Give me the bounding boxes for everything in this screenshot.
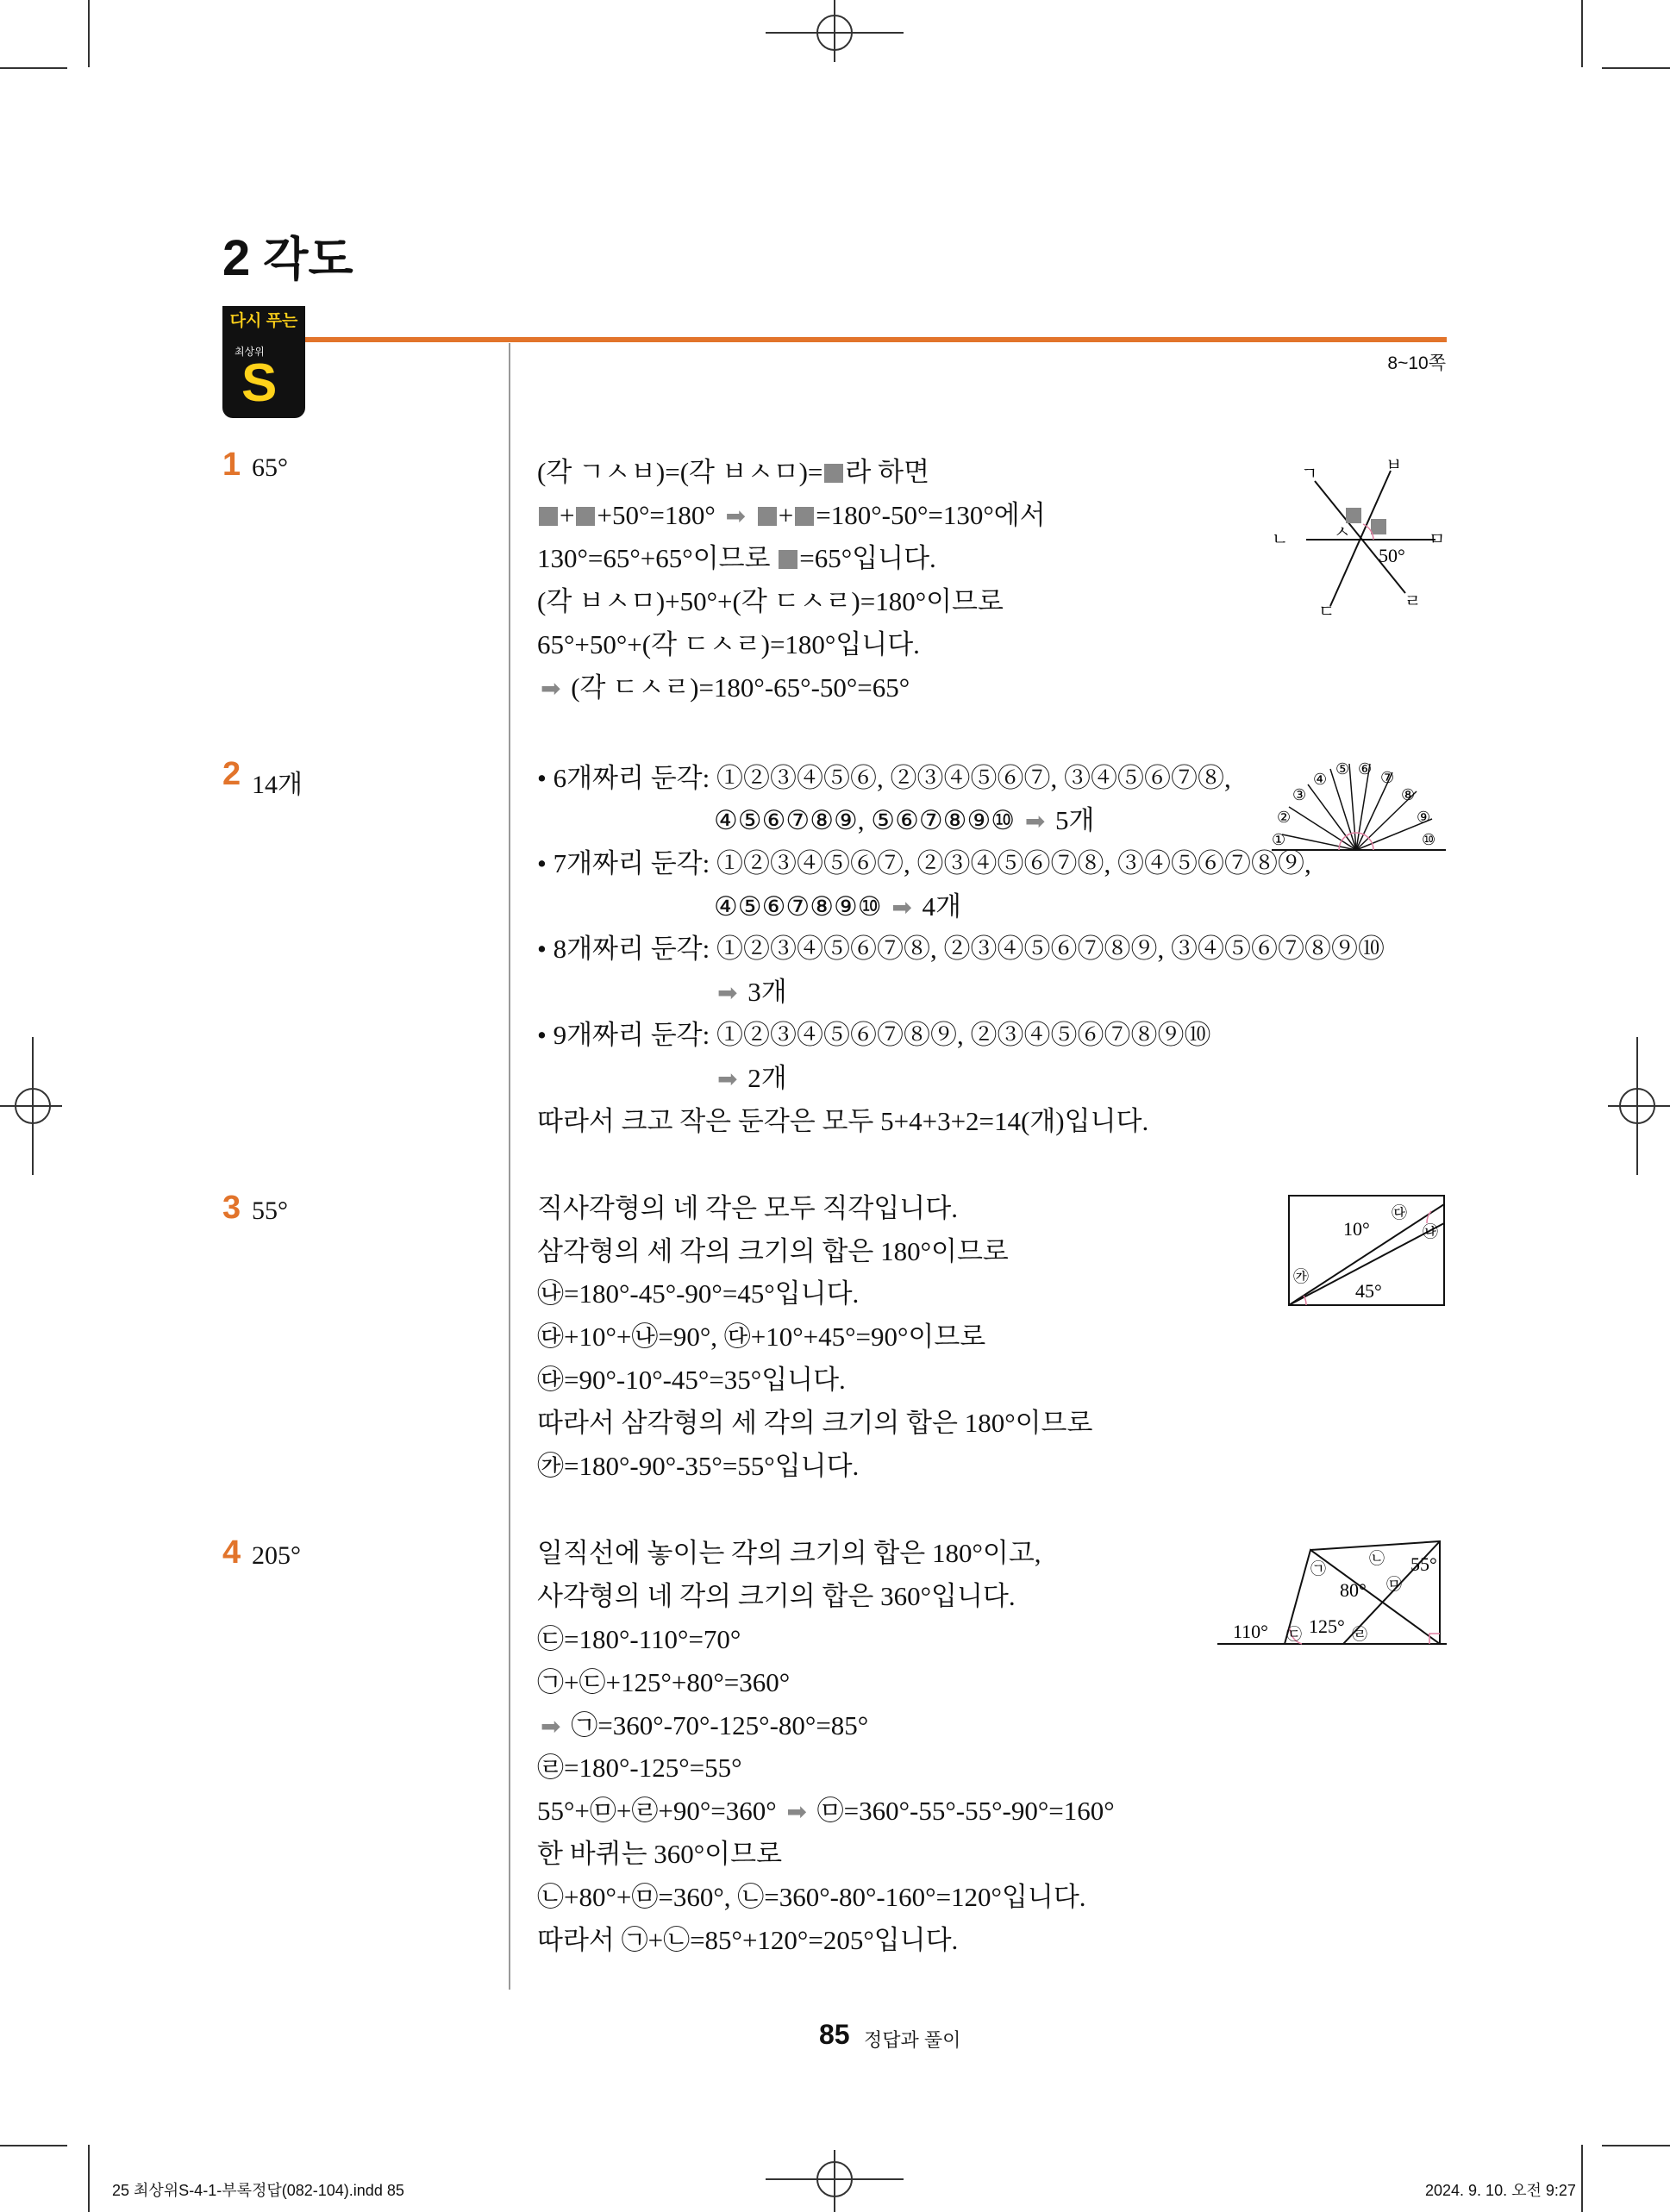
solution-line: • 7개짜리 둔각: ①②③④⑤⑥⑦, ②③④⑤⑥⑦⑧, ③④⑤⑥⑦⑧⑨,: [537, 848, 1311, 878]
badge-logo: [222, 306, 305, 418]
figure-label: 80°: [1340, 1579, 1367, 1601]
figure-label: ㄴ: [1272, 530, 1289, 549]
figure-label: ⑥: [1358, 760, 1373, 778]
figure-fan-angles: [1263, 757, 1453, 862]
figure-label: ㉮: [1293, 1268, 1309, 1285]
figure-label: ④: [1313, 771, 1328, 788]
arrow-icon: ➡: [891, 893, 912, 922]
solution-line: ㉣=180°-125°=55°: [537, 1753, 742, 1783]
solution-line: + +50°=180° ➡ + =180°-50°=130°에서: [537, 498, 1046, 534]
solution-line: 따라서 삼각형의 세 각의 크기의 합은 180°이므로: [537, 1408, 1093, 1438]
figure-label: ㉤: [1386, 1576, 1402, 1593]
column-divider: [509, 343, 510, 1990]
section-number: 2: [222, 230, 251, 286]
solution-line: 따라서 ㉠+㉡=85°+120°=205°입니다.: [537, 1925, 959, 1955]
imprint-date: 2024. 9. 10. 오전 9:27: [1425, 2182, 1576, 2199]
figure-label: 55°: [1410, 1553, 1437, 1575]
crop-mark: [88, 0, 90, 67]
unknown-square: [576, 507, 595, 526]
badge-top-label: 다시 푸는: [222, 306, 305, 337]
section-title: [222, 222, 353, 289]
section-name: 각도: [263, 234, 353, 285]
figure-label: ⑩: [1422, 831, 1436, 848]
figure-label: ㉣: [1352, 1626, 1367, 1643]
figure-label: ㄷ: [1318, 603, 1335, 622]
crop-mark: [0, 67, 67, 69]
solution-line: ➡ 2개: [714, 1061, 787, 1097]
solution-line: ④⑤⑥⑦⑧⑨, ⑤⑥⑦⑧⑨⑩ ➡ 5개: [714, 803, 1094, 839]
figure-intersecting-lines: [1263, 455, 1453, 628]
registration-mark-bottom: [766, 2150, 904, 2212]
unknown-square: [824, 464, 843, 483]
problem-answer: 55°: [252, 1197, 288, 1225]
figure-label: ㄱ: [1301, 465, 1318, 484]
problem-answer: 14개: [252, 771, 303, 799]
unknown-square: [795, 507, 814, 526]
solution-line: (각 ㄱㅅㅂ)=(각 ㅂㅅㅁ)= 라 하면: [537, 457, 930, 487]
solution-line: 삼각형의 세 각의 크기의 합은 180°이므로: [537, 1236, 1009, 1266]
arrow-icon: ➡: [717, 978, 738, 1007]
figure-quadrilateral: [1214, 1534, 1451, 1652]
solution-line: 따라서 크고 작은 둔각은 모두 5+4+3+2=14(개)입니다.: [537, 1106, 1149, 1136]
header-rule: [305, 337, 1447, 342]
arrow-icon: ➡: [541, 1712, 561, 1740]
figure-label: ⑤: [1335, 760, 1350, 778]
figure-label: ②: [1277, 809, 1292, 826]
solution-line: ④⑤⑥⑦⑧⑨⑩ ➡ 4개: [714, 890, 961, 925]
solution-line: ㉯=180°-45°-90°=45°입니다.: [537, 1278, 860, 1309]
badge-body: [222, 337, 305, 418]
figure-label: 45°: [1355, 1280, 1382, 1302]
problem-answer: 205°: [252, 1541, 301, 1570]
solution-line: ➡ (각 ㄷㅅㄹ)=180°-65°-50°=65°: [537, 671, 910, 706]
solution-line: • 6개짜리 둔각: ①②③④⑤⑥, ②③④⑤⑥⑦, ③④⑤⑥⑦⑧,: [537, 763, 1231, 793]
figure-label: ㅁ: [1429, 530, 1446, 549]
figure-label: ㉢: [1286, 1626, 1302, 1643]
solution-line: 한 바퀴는 360°이므로: [537, 1839, 783, 1869]
figure-label: 10°: [1343, 1218, 1370, 1240]
registration-mark-left: [0, 1037, 62, 1175]
crop-mark: [1581, 0, 1583, 67]
solution-line: 130°=65°+65°이므로 =65°입니다.: [537, 543, 936, 573]
figure-label: 110°: [1233, 1621, 1268, 1642]
solution-line: 55°+㉤+㉣+90°=360° ➡ ㉤=360°-55°-55°-90°=160°: [537, 1794, 1115, 1829]
arrow-icon: ➡: [1024, 807, 1046, 835]
problem-number: 4: [222, 1534, 241, 1571]
solution-line: ➡ 3개: [714, 975, 787, 1010]
registration-mark-top: [766, 0, 904, 62]
page-number: 85: [819, 2019, 850, 2050]
figure-label: 125°: [1309, 1615, 1345, 1637]
solution-line: 직사각형의 네 각은 모두 직각입니다.: [537, 1193, 958, 1223]
arrow-icon: ➡: [717, 1065, 738, 1093]
imprint-file: 25 최상위S-4-1-부록정답(082-104).indd 85: [112, 2182, 404, 2199]
crop-mark: [1581, 2145, 1583, 2212]
figure-label: ㉯: [1423, 1223, 1438, 1240]
arrow-icon: ➡: [541, 674, 561, 703]
figure-label: ㉰: [1392, 1204, 1407, 1222]
figure-label: ㅅ: [1334, 523, 1351, 542]
solution-line: ➡ ㉠=360°-70°-125°-80°=85°: [537, 1709, 868, 1744]
figure-label: ㅂ: [1385, 456, 1403, 475]
badge-big-letter: S: [241, 353, 278, 413]
solution-line: ㉠+㉢+125°+80°=360°: [537, 1667, 791, 1697]
solution-line: 사각형의 네 각의 크기의 합은 360°입니다.: [537, 1581, 1016, 1611]
crop-mark: [1602, 67, 1670, 69]
badge-small-label: 최상위: [235, 346, 265, 358]
arrow-icon: ➡: [786, 1797, 807, 1826]
solution-line: 65°+50°+(각 ㄷㅅㄹ)=180°입니다.: [537, 629, 920, 659]
page-range: 8~10쪽: [1387, 353, 1446, 373]
problem-number: 1: [222, 447, 241, 483]
solution-line: • 8개짜리 둔각: ①②③④⑤⑥⑦⑧, ②③④⑤⑥⑦⑧⑨, ③④⑤⑥⑦⑧⑨⑩: [537, 934, 1385, 964]
solution-line: ㉮=180°-90°-35°=55°입니다.: [537, 1451, 860, 1481]
figure-label: ㉡: [1369, 1550, 1385, 1567]
footer-label: 정답과 풀이: [864, 2029, 961, 2051]
solution-line: • 9개짜리 둔각: ①②③④⑤⑥⑦⑧⑨, ②③④⑤⑥⑦⑧⑨⑩: [537, 1020, 1211, 1050]
figure-label: ③: [1292, 786, 1307, 803]
unknown-square: [539, 507, 558, 526]
figure-label: ⑨: [1417, 809, 1431, 826]
solution-line: ㉰+10°+㉯=90°, ㉰+10°+45°=90°이므로: [537, 1322, 986, 1352]
figure-label: ㉠: [1310, 1560, 1326, 1578]
figure-label: ⑧: [1401, 786, 1416, 803]
unknown-square: [779, 550, 797, 569]
figure-label: ⑦: [1380, 769, 1395, 786]
solution-line: (각 ㅂㅅㅁ)+50°+(각 ㄷㅅㄹ)=180°이므로: [537, 586, 1004, 616]
figure-angle-label: 50°: [1379, 545, 1405, 566]
crop-mark: [1602, 2145, 1670, 2146]
unknown-square: [758, 507, 777, 526]
problem-number: 2: [222, 756, 241, 792]
figure-label: ㄹ: [1404, 592, 1422, 611]
problem-number: 3: [222, 1190, 241, 1226]
crop-mark: [0, 2145, 67, 2146]
problem-answer: 65°: [252, 453, 288, 482]
solution-line: ㉡+80°+㉤=360°, ㉡=360°-80°-160°=120°입니다.: [537, 1882, 1086, 1912]
solution-line: ㉰=90°-10°-45°=35°입니다.: [537, 1365, 846, 1395]
solution-line: ㉢=180°-110°=70°: [537, 1624, 741, 1654]
figure-label: ①: [1272, 831, 1286, 848]
arrow-icon: ➡: [725, 502, 746, 530]
figure-rectangle-triangle: [1285, 1192, 1448, 1309]
registration-mark-right: [1608, 1037, 1670, 1175]
crop-mark: [88, 2145, 90, 2212]
solution-line: 일직선에 놓이는 각의 크기의 합은 180°이고,: [537, 1538, 1041, 1568]
